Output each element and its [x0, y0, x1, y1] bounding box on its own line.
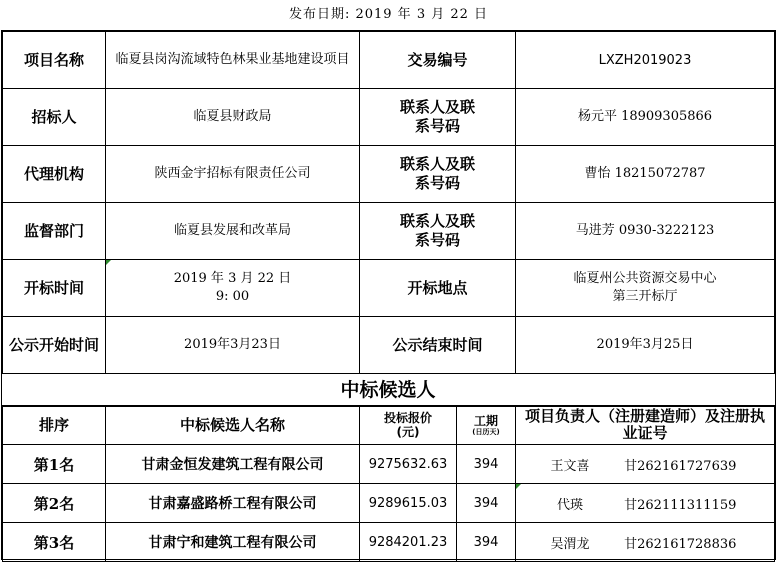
candidate-rank: 第3名	[3, 523, 106, 562]
open-time	[106, 260, 360, 317]
open-time-label: 开标时间	[3, 260, 106, 317]
publish-date: 发布日期: 2019 年 3 月 22 日	[288, 7, 489, 22]
notice-start-label: 公示开始时间	[3, 317, 106, 374]
candidate-price: 9275632.63	[360, 445, 457, 484]
project-info-table	[2, 31, 775, 374]
manager-cert: 甘262161727639	[624, 458, 737, 474]
rank-header: 排序	[3, 406, 106, 445]
manager-cert: 甘262111311159	[624, 497, 737, 513]
candidate-manager	[516, 484, 775, 523]
open-place	[516, 260, 775, 317]
agency: 陕西金宇招标有限责任公司	[106, 146, 360, 203]
duration-header-label: 工期	[473, 413, 498, 428]
price-header	[360, 406, 457, 445]
manager-header: 项目负责人（注册建造师）及注册执业证号	[516, 406, 775, 445]
candidates-header-row	[3, 406, 775, 445]
notice-end-label: 公示结束时间	[360, 317, 516, 374]
agency-label: 代理机构	[3, 146, 106, 203]
manager-name: 吴渭龙	[550, 536, 590, 552]
candidate-rank: 第1名	[3, 445, 106, 484]
trade-no: LXZH2019023	[516, 32, 775, 89]
supervisor-contact: 马进芳 0930-3222123	[516, 203, 775, 260]
tenderer-contact: 杨元平 18909305866	[516, 89, 775, 146]
duration-header	[457, 406, 516, 445]
name-header: 中标候选人名称	[106, 406, 360, 445]
section-title: 中标候选人	[2, 373, 774, 407]
cell-marker	[106, 260, 111, 265]
manager-cert: 甘262161728836	[624, 536, 737, 552]
candidate-manager	[516, 523, 775, 562]
price-header-unit: (元)	[396, 425, 420, 439]
candidates-table	[2, 405, 775, 562]
candidate-row	[3, 523, 775, 562]
tenderer-label: 招标人	[3, 89, 106, 146]
tenderer-contact-label: 联系人及联系号码	[360, 89, 516, 146]
candidate-price: 9289615.03	[360, 484, 457, 523]
open-place-line2: 第三开标厅	[612, 289, 678, 304]
info-row-supervisor	[3, 203, 775, 260]
supervisor-contact-label: 联系人及联系号码	[360, 203, 516, 260]
bid-result-table	[1, 30, 776, 560]
notice-start: 2019年3月23日	[106, 317, 360, 374]
candidate-name: 甘肃金恒发建筑工程有限公司	[106, 445, 360, 484]
candidate-name: 甘肃嘉盛路桥工程有限公司	[106, 484, 360, 523]
supervisor-label: 监督部门	[3, 203, 106, 260]
info-row-tenderer	[3, 89, 775, 146]
agency-contact: 曹怡 18215072787	[516, 146, 775, 203]
notice-end: 2019年3月25日	[516, 317, 775, 374]
candidate-price: 9284201.23	[360, 523, 457, 562]
candidate-row	[3, 445, 775, 484]
duration-header-unit: (日历天)	[472, 427, 500, 436]
candidate-days: 394	[457, 523, 516, 562]
info-row-opening	[3, 260, 775, 317]
tenderer: 临夏县财政局	[106, 89, 360, 146]
supervisor: 临夏县发展和改革局	[106, 203, 360, 260]
candidate-days: 394	[457, 484, 516, 523]
open-place-label: 开标地点	[360, 260, 516, 317]
open-time-hour: 9: 00	[215, 289, 250, 304]
candidate-name: 甘肃宁和建筑工程有限公司	[106, 523, 360, 562]
manager-name: 代瑛	[556, 497, 583, 513]
manager-name: 王文喜	[550, 458, 590, 474]
project-name: 临夏县岗沟流域特色林果业基地建设项目	[106, 32, 360, 89]
candidate-manager	[516, 445, 775, 484]
agency-contact-label: 联系人及联系号码	[360, 146, 516, 203]
project-name-label: 项目名称	[3, 32, 106, 89]
open-place-line1: 临夏州公共资源交易中心	[573, 271, 717, 286]
info-row-agency	[3, 146, 775, 203]
trade-no-label: 交易编号	[360, 32, 516, 89]
info-row-notice	[3, 317, 775, 374]
price-header-label: 投标报价	[383, 411, 432, 425]
info-row-project	[3, 32, 775, 89]
candidate-row	[3, 484, 775, 523]
open-time-date: 2019 年 3 月 22 日	[173, 271, 292, 286]
candidate-days: 394	[457, 445, 516, 484]
candidate-rank: 第2名	[3, 484, 106, 523]
cell-marker	[516, 484, 521, 489]
